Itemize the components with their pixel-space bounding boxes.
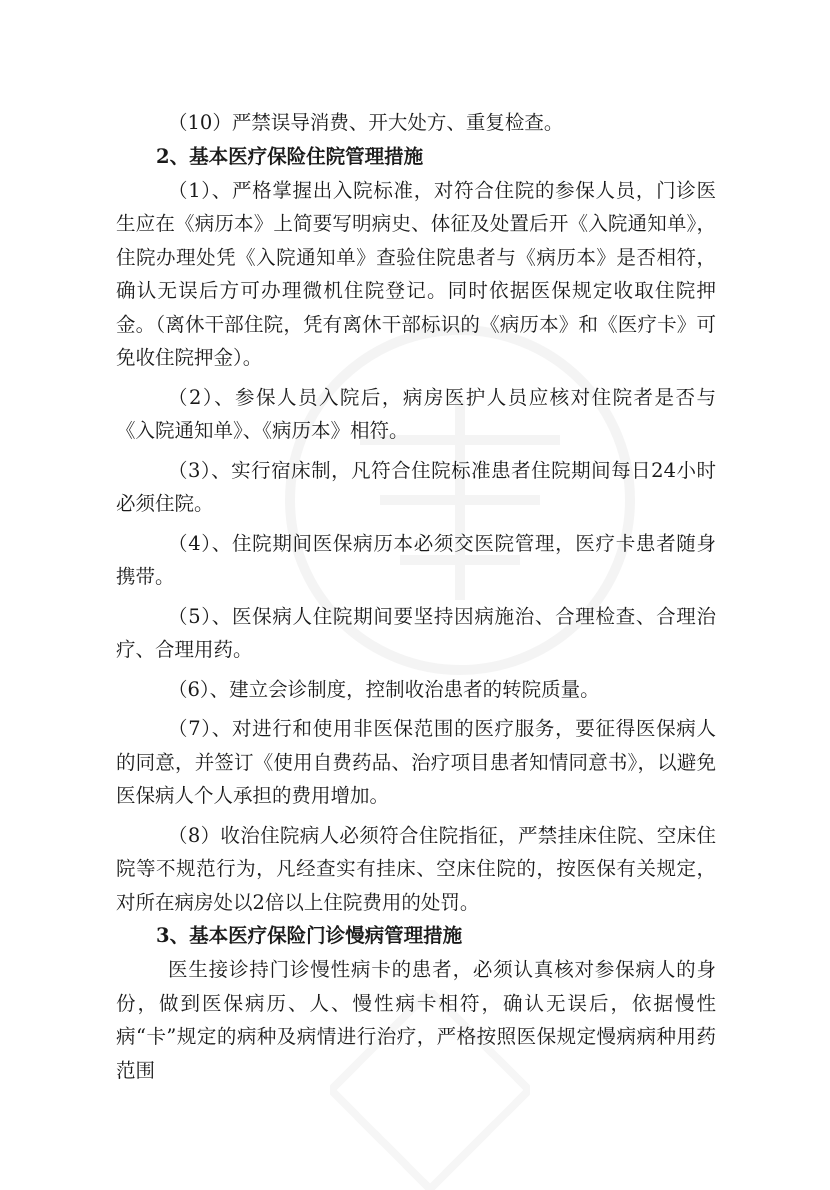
- paragraph-item-2-5: （5）、医保病人住院期间要坚持因病施治、合理检查、合理治疗、合理用药。: [116, 604, 716, 661]
- section-heading-3: 3、基本医疗保险门诊慢病管理措施: [156, 924, 463, 947]
- paragraph-item-2-1: （1）、严格掌握出入院标准，对符合住院的参保人员，门诊医生应在《病历本》上简要写明病史、体征及处置后开《入院通知单》，住院办理处凭《入院通知单》查验住院患者与《病历本》是否相符，确认无误后方可办理微机住院登记。同时依据医保规定收取住院押金。（离休干部住院，凭有离休干部标识的《病历本》和《医疗卡》可免收住院押金）。: [116, 178, 716, 369]
- paragraph-item-2-6: （6）、建立会诊制度，控制收治患者的转院质量。: [168, 677, 600, 701]
- paragraph-item-2-3: （3）、实行宿床制，凡符合住院标准患者住院期间每日24小时必须住院。: [116, 458, 716, 515]
- section-heading-2: 2、基本医疗保险住院管理措施: [156, 144, 424, 168]
- document-body: [116, 106, 716, 1087]
- paragraph-item-10: （10）严禁误导消费、开大处方、重复检查。: [168, 111, 564, 134]
- paragraph-item-2-2: （2）、参保人员入院后，病房医护人员应核对住院者是否与《入院通知单》、《病历本》相符。: [116, 385, 716, 442]
- paragraph-item-3-1: 医生接诊持门诊慢性病卡的患者，必须认真核对参保病人的身份，做到医保病历、人、慢性病卡相符，确认无误后，依据慢性病“卡”规定的病种及病情进行治疗，严格按照医保规定慢病病种用药范围: [116, 958, 716, 1082]
- paragraph-item-2-8: （8）收治住院病人必须符合住院指征，严禁挂床住院、空床住院等不规范行为，凡经查实有挂床、空床住院的，按医保有关规定，对所在病房处以2倍以上住院费用的处罚。: [116, 823, 716, 914]
- paragraph-item-2-4: （4）、住院期间医保病历本必须交医院管理，医疗卡患者随身携带。: [116, 531, 716, 588]
- paragraph-item-2-7: （7）、对进行和使用非医保范围的医疗服务，要征得医保病人的同意，并签订《使用自费药品、治疗项目患者知情同意书》，以避免医保病人个人承担的费用增加。: [116, 717, 716, 807]
